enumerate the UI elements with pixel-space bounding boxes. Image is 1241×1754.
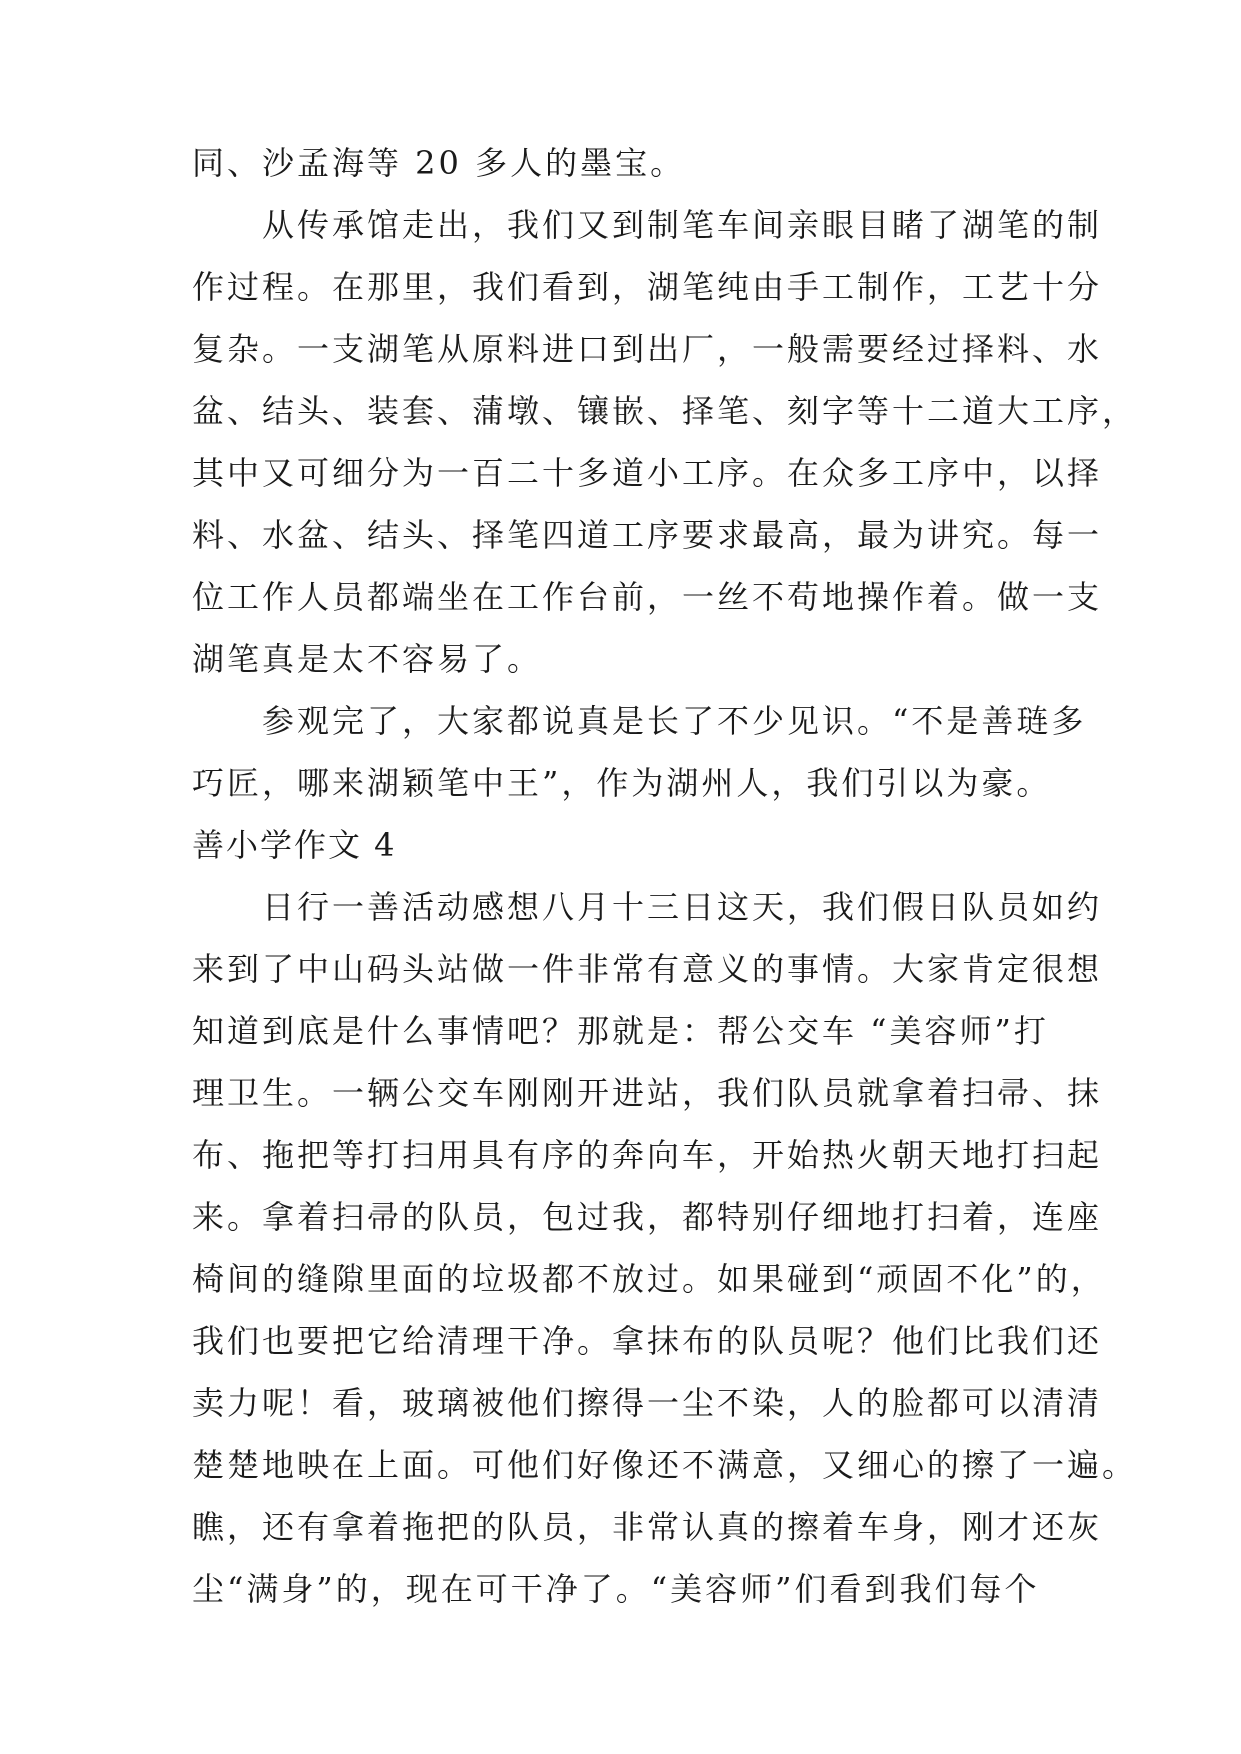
text-line: 理卫生。一辆公交车刚刚开进站，我们队员就拿着扫帚、抹 — [192, 1074, 1103, 1112]
text-line: 巧匠，哪来湖颖笔中王”，作为湖州人，我们引以为豪。 — [192, 764, 1052, 802]
text-line: 盆、结头、装套、蒲墩、镶嵌、择笔、刻字等十二道大工序， — [192, 392, 1138, 430]
text-line: 知道到底是什么事情吧？那就是：帮公交车 “美容师”打 — [192, 1012, 1049, 1050]
text-line: 来。拿着扫帚的队员，包过我，都特别仔细地打扫着，连座 — [192, 1198, 1103, 1236]
text-line: 料、水盆、结头、择笔四道工序要求最高，最为讲究。每一 — [192, 516, 1103, 554]
text-line: 参观完了，大家都说真是长了不少见识。“不是善琏多 — [192, 702, 1087, 740]
text-line: 其中又可细分为一百二十多道小工序。在众多工序中，以择 — [192, 454, 1103, 492]
text-line: 来到了中山码头站做一件非常有意义的事情。大家肯定很想 — [192, 950, 1103, 988]
text-line: 卖力呢！看，玻璃被他们擦得一尘不染，人的脸都可以清清 — [192, 1384, 1103, 1422]
section-heading: 善小学作文 4 — [192, 826, 397, 864]
text-line: 我们也要把它给清理干净。拿抹布的队员呢？他们比我们还 — [192, 1322, 1103, 1360]
text-line: 尘“满身”的，现在可干净了。“美容师”们看到我们每个 — [192, 1570, 1040, 1608]
text-line: 布、拖把等打扫用具有序的奔向车，开始热火朝天地打扫起 — [192, 1136, 1103, 1174]
text-line: 日行一善活动感想八月十三日这天，我们假日队员如约 — [192, 888, 1103, 926]
text-line: 作过程。在那里，我们看到，湖笔纯由手工制作，工艺十分 — [192, 268, 1103, 306]
text-line: 湖笔真是太不容易了。 — [192, 640, 543, 678]
text-line: 瞧，还有拿着拖把的队员，非常认真的擦着车身，刚才还灰 — [192, 1508, 1103, 1546]
text-line: 复杂。一支湖笔从原料进口到出厂，一般需要经过择料、水 — [192, 330, 1103, 368]
text-line: 同、沙孟海等 20 多人的墨宝。 — [192, 144, 686, 182]
text-line: 椅间的缝隙里面的垃圾都不放过。如果碰到“顽固不化”的， — [192, 1260, 1106, 1298]
text-line: 从传承馆走出，我们又到制笔车间亲眼目睹了湖笔的制 — [192, 206, 1103, 244]
text-line: 位工作人员都端坐在工作台前，一丝不苟地操作着。做一支 — [192, 578, 1103, 616]
text-line: 楚楚地映在上面。可他们好像还不满意，又细心的擦了一遍。 — [192, 1446, 1138, 1484]
